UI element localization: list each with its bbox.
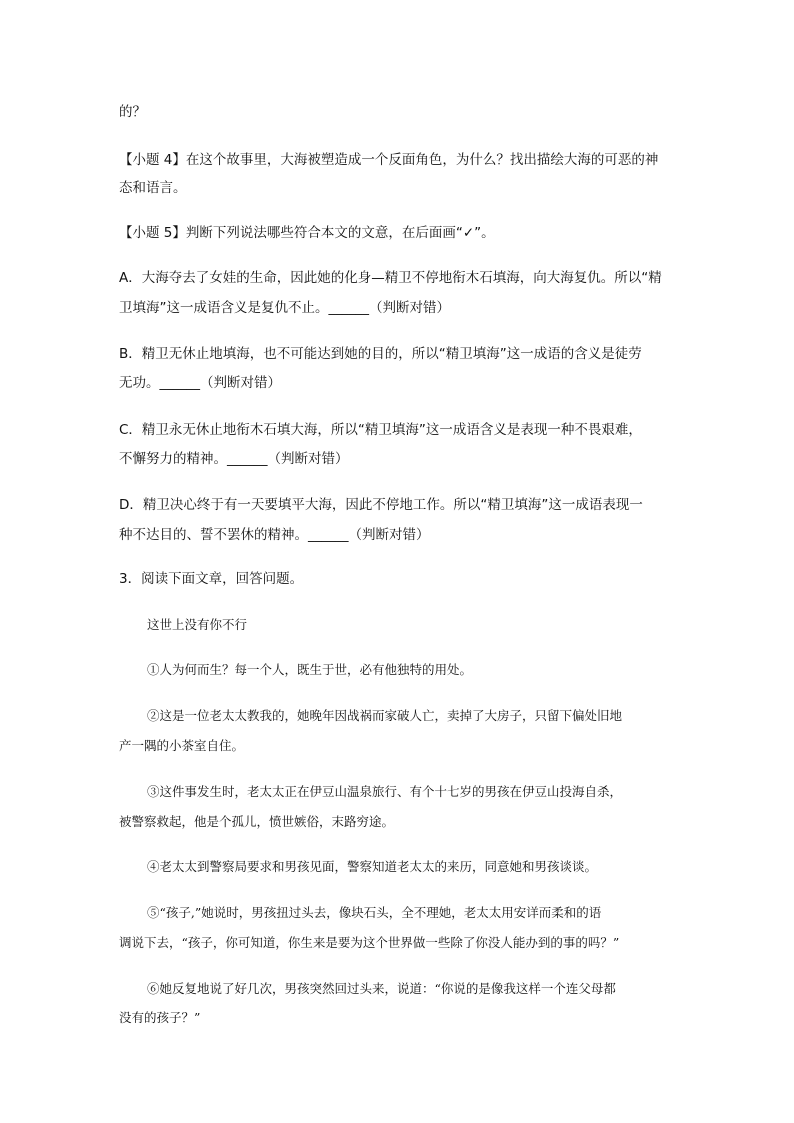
question-3-heading: 3．阅读下面文章，回答问题。 (119, 571, 304, 587)
option-c-line: C．精卫永无休止地衔木石填大海，所以“精卫填海”这一成语含义是表现一种不畏艰难， (119, 422, 642, 438)
paragraph-6: 没有的孩子？” (119, 1010, 201, 1025)
article-title: 这世上没有你不行 (147, 617, 248, 632)
paragraph-3: ③这件事发生时，老太太正在伊豆山温泉旅行、有个十七岁的男孩在伊豆山投海自杀， (147, 784, 623, 799)
option-b-line: 无功。______（判断对错） (119, 375, 281, 391)
question-5-prompt: 【小题 5】判断下列说法哪些符合本文的文意，在后面画“✓”。 (119, 225, 495, 241)
question-4-line: 【小题 4】在这个故事里，大海被塑造成一个反面角色，为什么？找出描绘大海的可恶的神 (119, 152, 659, 168)
paragraph-3: 被警察救起，他是个孤儿，愤世嫉俗，末路穷途。 (119, 814, 395, 829)
text-line: 的？ (119, 104, 146, 120)
paragraph-6: ⑥她反复地说了好几次，男孩突然回过头来，说道：“你说的是像我这样一个连父母都 (147, 981, 616, 996)
paragraph-4: ④老太太到警察局要求和男孩见面，警察知道老太太的来历，同意她和男孩谈谈。 (147, 859, 598, 874)
paragraph-2: 产一隅的小茶室自住。 (119, 738, 245, 753)
option-b-line: B．精卫无休止地填海，也不可能达到她的目的，所以“精卫填海”这一成语的含义是徒劳 (119, 346, 642, 362)
option-a-line: A．大海夺去了女娃的生命，因此她的化身—精卫不停地衔木石填海，向大海复仇。所以“精 (119, 270, 662, 286)
paragraph-5: 调说下去，“孩子，你可知道，你生来是要为这个世界做一些除了你没人能办到的事的吗？” (119, 935, 620, 950)
paragraph-1: ①人为何而生？每一个人，既生于世，必有他独特的用处。 (147, 662, 473, 677)
option-c-line: 不懈努力的精神。______（判断对错） (119, 451, 349, 467)
option-d-line: D．精卫决心终于有一天要填平大海，因此不停地工作。所以“精卫填海”这一成语表现一 (119, 497, 643, 513)
paragraph-5: ⑤“孩子,”她说时，男孩扭过头去，像块石头，全不理她，老太太用安详而柔和的语 (147, 905, 602, 920)
option-d-line: 种不达目的、誓不罢休的精神。______（判断对错） (119, 527, 430, 543)
question-4-line: 态和语言。 (119, 180, 187, 196)
paragraph-2: ②这是一位老太太教我的，她晚年因战祸而家破人亡，卖掉了大房子，只留下偏处旧地 (147, 708, 623, 723)
option-a-line: 卫填海”这一成语含义是复仇不止。______（判断对错） (119, 300, 450, 316)
